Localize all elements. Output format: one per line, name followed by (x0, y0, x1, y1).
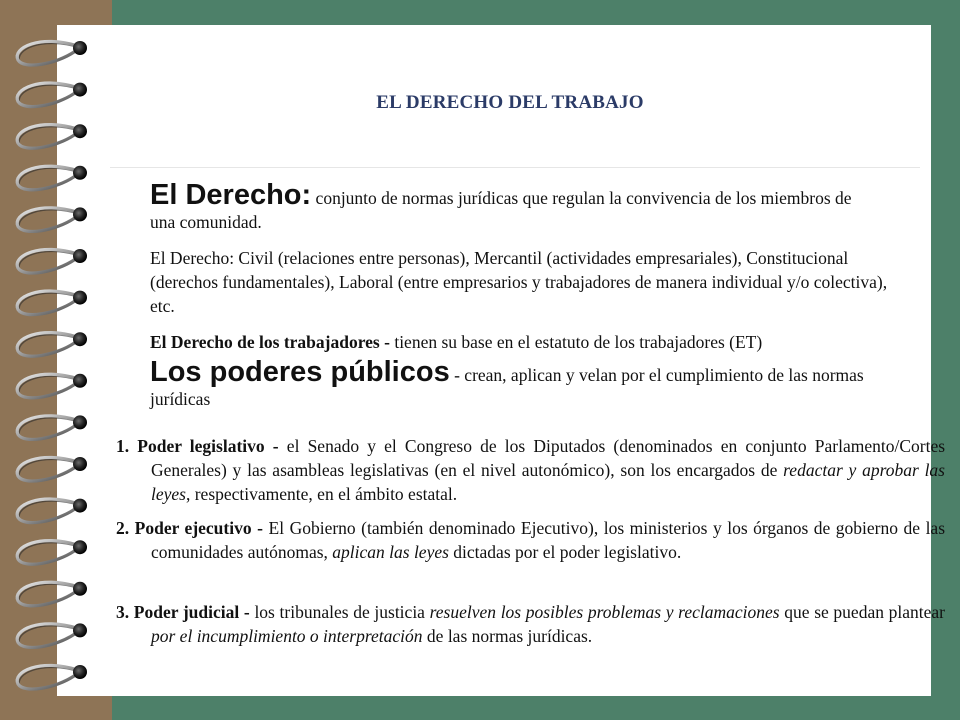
item-text: los tribunales de justicia (254, 602, 425, 622)
binding-ring (17, 540, 87, 564)
binding-ring (17, 415, 87, 439)
derecho-term: El Derecho: (150, 179, 312, 211)
item-emphasis: aplican las leyes (332, 542, 449, 562)
poder-ejecutivo-item (116, 516, 945, 564)
derecho-paragraph (150, 179, 870, 234)
poderes-paragraph (150, 356, 890, 411)
header-divider (110, 167, 920, 168)
binding-ring (17, 665, 87, 689)
binding-ring (17, 41, 87, 65)
item-text: dictadas por el poder legislativo. (453, 542, 682, 562)
item-term: 3. Poder judicial - (116, 602, 250, 622)
trabajadores-term: El Derecho de los trabajadores - (150, 332, 390, 352)
binding-ring (17, 83, 87, 107)
item-text: El Gobierno (también denominado Ejecutivo), los ministerios y los órganos de gobierno de las comunidades autónomas, (151, 518, 946, 562)
poder-judicial-item (116, 600, 945, 648)
derecho-definition: conjunto de normas jurídicas que regulan la convivencia de los miembros de una comunidad. (150, 188, 852, 232)
binding-ring (17, 124, 87, 148)
item-text: de las normas jurídicas. (426, 626, 593, 646)
binding-ring (17, 166, 87, 190)
binding-ring (17, 499, 87, 523)
binding-ring (17, 207, 87, 231)
item-emphasis: redactar y aprobar las leyes (151, 460, 945, 504)
ramas-paragraph: El Derecho: Civil (relaciones entre personas), Mercantil (actividades empresariales), Constitucional (derechos fundamentales), Laboral (entre empresarios y trabajadores de manera individual y/o colectiva), etc. (150, 248, 888, 316)
binding-ring (17, 623, 87, 647)
poder-legislativo-item (116, 434, 945, 506)
item-term: 1. Poder legislativo - (116, 436, 279, 456)
poderes-term: Los poderes públicos (150, 356, 450, 388)
item-term: 2. Poder ejecutivo - (116, 518, 263, 538)
binding-ring (17, 291, 87, 315)
binding-ring (17, 374, 87, 398)
trabajadores-text: tienen su base en el estatuto de los trabajadores (ET) (394, 332, 763, 352)
item-text: , respectivamente, en el ámbito estatal. (185, 484, 458, 504)
item-text: el Senado y el Congreso de los Diputados (denominados en conjunto Parlamento/Cortes Generales) y las asambleas legislativas (en el nivel autonómico), son los encargados de (151, 436, 946, 480)
spiral-binding (0, 0, 112, 720)
binding-ring (17, 249, 87, 273)
poderes-text: - crean, aplican y velan por el cumplimiento de las normas jurídicas (150, 365, 864, 409)
trabajadores-paragraph (150, 330, 910, 354)
binding-ring (17, 457, 87, 481)
item-emphasis: resuelven los posibles problemas y reclamaciones (429, 602, 780, 622)
page-title: EL DERECHO DEL TRABAJO (376, 92, 644, 113)
item-emphasis: por el incumplimiento o interpretación (151, 626, 423, 646)
binding-ring (17, 582, 87, 606)
item-text: que se puedan plantear (784, 602, 945, 622)
binding-ring (17, 332, 87, 356)
